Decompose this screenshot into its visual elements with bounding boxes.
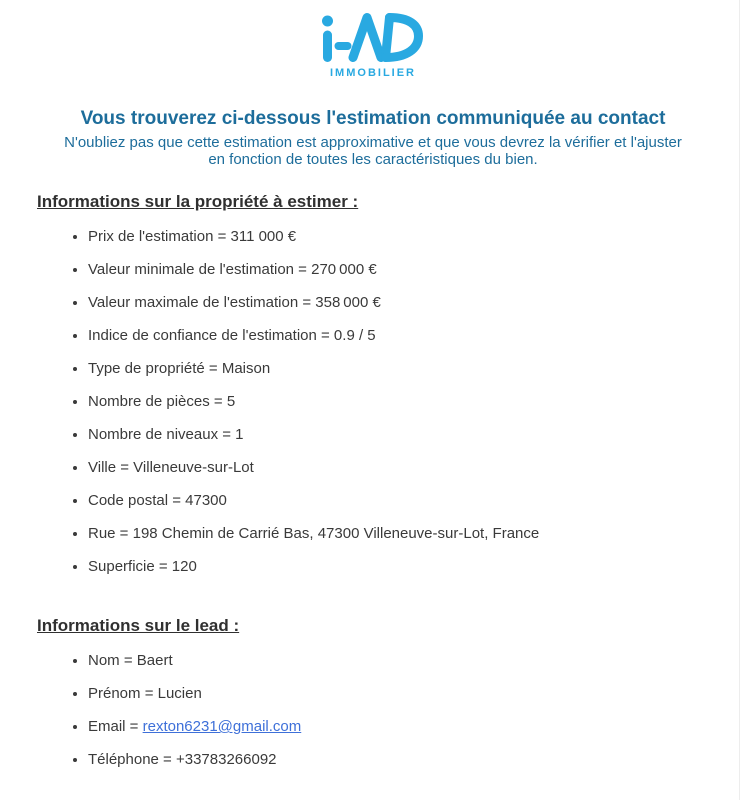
list-item-valeur-max: • Valeur maximale de l'estimation = 358 000 € xyxy=(88,295,716,311)
list-item-valeur-min: • Valeur minimale de l'estimation = 270 000 € xyxy=(88,262,716,278)
list-item-rue: • Rue = 198 Chemin de Carrié Bas, 47300 Villeneuve-sur-Lot, France xyxy=(88,526,716,542)
lead-section-heading: Informations sur le lead : xyxy=(37,616,240,635)
page-subtitle-line1: N'oubliez pas que cette estimation est approximative et que vous devrez la vérifier et l'ajuster xyxy=(64,134,682,151)
list-item-email xyxy=(88,719,716,735)
list-item-prenom: • Prénom = Lucien xyxy=(88,686,716,702)
property-list xyxy=(37,229,716,575)
lead-section xyxy=(37,616,716,768)
list-item-nom: • Nom = Baert xyxy=(88,653,716,669)
logo-immobilier-text: IMMOBILIER xyxy=(330,67,416,79)
list-item-prix: • Prix de l'estimation = 311 000 € xyxy=(88,229,716,245)
property-section-heading: Informations sur la propriété à estimer : xyxy=(37,192,359,211)
list-item-superficie: • Superficie = 120 xyxy=(88,559,716,575)
list-item-type-propriete: • Type de propriété = Maison xyxy=(88,361,716,377)
page-title: Vous trouverez ci-dessous l'estimation communiquée au contact xyxy=(80,108,666,129)
lead-list xyxy=(37,653,716,768)
list-item-telephone: • Téléphone = +33783266092 xyxy=(88,752,716,768)
list-item-nombre-pieces: • Nombre de pièces = 5 xyxy=(88,394,716,410)
list-item-indice-confiance: • Indice de confiance de l'estimation = 0.9 / 5 xyxy=(88,328,716,344)
property-section xyxy=(37,192,716,575)
content-right-edge xyxy=(739,0,740,800)
email-link[interactable]: rexton6231@gmail.com xyxy=(142,718,302,735)
logo-block xyxy=(0,0,746,79)
iad-logo-icon xyxy=(321,10,425,64)
page-subtitle xyxy=(0,134,746,168)
page-subtitle-line2: en fonction de toutes les caractéristiques du bien. xyxy=(208,151,538,168)
list-item-nombre-niveaux: • Nombre de niveaux = 1 xyxy=(88,427,716,443)
list-item-code-postal: • Code postal = 47300 xyxy=(88,493,716,509)
list-item-ville: • Ville = Villeneuve-sur-Lot xyxy=(88,460,716,476)
email-label: Email = xyxy=(88,718,143,735)
